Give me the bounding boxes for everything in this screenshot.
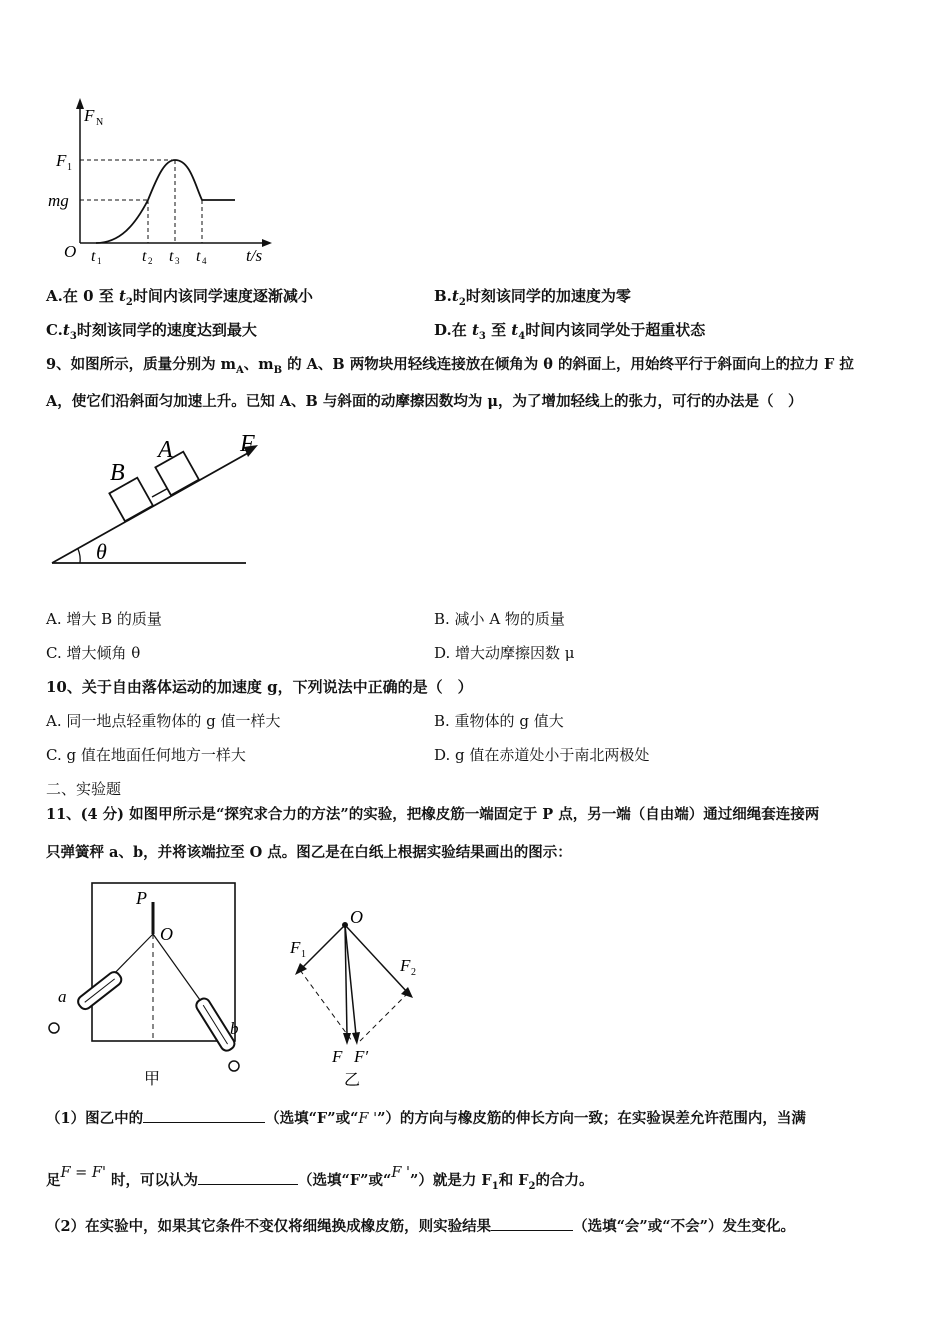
yi-f-label: F <box>332 1047 343 1066</box>
q8-option-d: D.在 $t_3$ 至 $t_4$时间内该同学处于超重状态 <box>434 321 706 342</box>
f1-label: F <box>56 151 67 170</box>
yi-f2-label: F <box>400 956 411 975</box>
block-b-label: B <box>110 460 125 486</box>
q8-option-b: $B.t_2$时刻该同学的加速度为零 <box>434 287 631 308</box>
section-heading: 二、实验题 <box>46 780 122 798</box>
balance-a-label: a <box>58 987 67 1006</box>
t4-sub: 4 <box>202 256 207 266</box>
q9-incline-figure <box>48 425 258 570</box>
yi-fprime-label: F′ <box>354 1047 369 1066</box>
t1-label: t <box>91 248 96 265</box>
t2-label: t <box>142 248 147 265</box>
q9-option-b: B. 减小 A 物的质量 <box>434 610 565 628</box>
t1-sub: 1 <box>97 256 102 266</box>
answer-blank-1[interactable] <box>143 1108 265 1123</box>
q9-option-d: D. 增大动摩擦因数 μ <box>434 644 575 662</box>
q11-part2: （2）在实验中，如果其它条件不变仅将细绳换成橡皮筋，则实验结果 （选填“会”或“不会”）发生变化。 <box>46 1218 795 1235</box>
block-a-label: A <box>158 437 173 463</box>
q10-option-b: B. 重物体的 g 值大 <box>434 712 564 730</box>
q10-option-d: D. g 值在赤道处小于南北两极处 <box>434 746 650 764</box>
yi-point-o: O <box>350 907 363 927</box>
t3-label: t <box>169 248 174 265</box>
q9-stem-line1: 9、如图所示，质量分别为 $m_A$、$m_B$ 的 A、B 两物块用轻线连接放在倾角为 θ 的斜面上，用始终平行于斜面向上的拉力 F 拉 <box>46 356 854 376</box>
point-o-label: O <box>160 924 173 944</box>
q8-ft-graph <box>40 95 280 270</box>
mg-label: mg <box>48 191 69 210</box>
q11-part1-line1: （1）图乙中的 （选填“F”或“F '”）的方向与橡皮筋的伸长方向一致；在实验误差允许范围内，当满 <box>46 1110 806 1127</box>
q9-option-a: A. 增大 B 的质量 <box>46 610 162 628</box>
force-f-label: F <box>240 431 255 457</box>
origin-label: O <box>64 242 77 261</box>
q10-option-a: A. 同一地点轻重物体的 g 值一样大 <box>46 712 281 730</box>
y-axis-label: F <box>84 106 95 125</box>
q11-part1-line2: 足F = F' 时，可以认为 （选填“F”或“F '”）就是力 $F_1$和 $F_2$的合力。 <box>46 1165 594 1192</box>
yi-f1-sub: 1 <box>301 949 306 960</box>
yi-f2-sub: 2 <box>411 967 416 978</box>
yi-f1-label: F <box>290 938 301 957</box>
q8-option-c: $C.t_3$时刻该同学的速度达到最大 <box>46 321 257 342</box>
point-p-label: P <box>136 888 147 908</box>
t3-sub: 3 <box>175 256 180 266</box>
y-axis-sub: N <box>96 117 104 128</box>
q9-stem-line2: A，使它们沿斜面匀加速上升。已知 A、B 与斜面的动摩擦因数均为 μ，为了增加轻线上的张力，可行的办法是（ ） <box>46 393 803 410</box>
q8-option-a: A.在 0 至 $t_2$时间内该同学速度逐渐减小 <box>46 287 313 308</box>
figure-yi-caption: 乙 <box>344 1072 361 1089</box>
angle-theta-label: θ <box>96 539 107 564</box>
q9-option-c: C. 增大倾角 θ <box>46 644 141 662</box>
q10-option-c: C. g 值在地面任何地方一样大 <box>46 746 246 764</box>
balance-b-label: b <box>230 1019 239 1038</box>
q11-stem-line2: 只弹簧秤 a、b，并将该端拉至 O 点。图乙是在白纸上根据实验结果画出的图示： <box>46 844 572 861</box>
q11-figure-jia <box>40 878 255 1090</box>
answer-blank-2[interactable] <box>198 1170 298 1185</box>
answer-blank-3[interactable] <box>491 1216 573 1231</box>
q11-stem-line1: 11、(4 分) 如图甲所示是“探究求合力的方法”的实验，把橡皮筋一端固定于 P 点，另一端（自由端）通过细绳套连接两 <box>46 806 820 823</box>
f1-sub: 1 <box>67 162 72 173</box>
q10-stem: 10、关于自由落体运动的加速度 g，下列说法中正确的是（ ） <box>46 678 473 696</box>
t4-label: t <box>196 248 201 265</box>
t2-sub: 2 <box>148 256 153 266</box>
x-axis-label: t/s <box>246 246 263 265</box>
figure-jia-caption: 甲 <box>144 1071 161 1088</box>
q11-figure-yi <box>280 905 430 1090</box>
